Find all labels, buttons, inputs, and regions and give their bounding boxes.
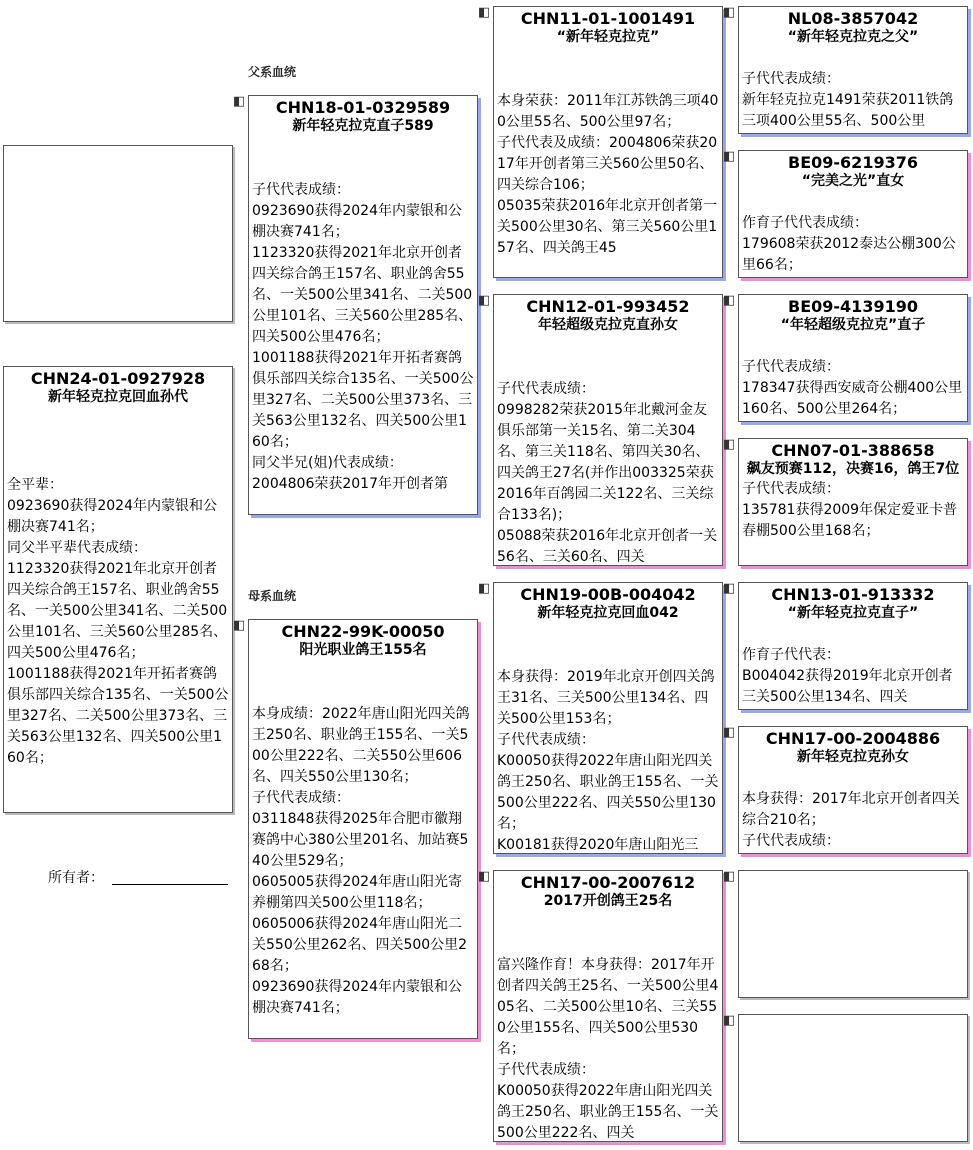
ring-number: BE09-6219376 [788,153,918,172]
pigeon-name: “新年轻克拉克之父” [787,29,919,45]
ring-icon[interactable]: ◧ [723,869,736,884]
pigeon-name: 新年轻克拉克回血042 [537,605,679,621]
pigeon-name: 飙友预赛112，决赛16，鸽王7位 [746,461,960,477]
ring-number: CHN07-01-388658 [771,441,935,460]
pigeon-name: 阳光职业鸽王155名 [299,642,427,658]
ring-icon[interactable]: ◧ [723,725,736,740]
dam-sire-card[interactable] [493,582,723,854]
ring-icon[interactable]: ◧ [478,5,491,20]
mother-line-label: 母系血统 [248,589,297,603]
pigeon-notes: 子代代表成绩： 178347获得西安威奇公棚400公里160名、500公里264名； [742,359,963,417]
ss-dam-card[interactable] [738,150,968,278]
ring-number: CHN11-01-1001491 [520,9,696,28]
pigeon-notes: 全平辈： 0923690获得2024年内蒙银和公棚决赛741名； 同父半平辈代表成绩： 1123320获得2021年北京开创者四关综合鸽王157名、职业鸽舍55名、一关500公里341名、二关500公里101名、三关560公里285名、四关500公里476名； 1001188获得2021年开拓者赛鸽俱乐部四关综合135名、一关500公里327名、二关500公里373名、三关563公里132名、四关500公里160名； [7,477,229,766]
ring-icon[interactable]: ◧ [478,869,491,884]
owner-label: 所有者： [48,870,104,886]
ring-number: BE09-4139190 [788,297,918,316]
pigeon-notes: 子代代表成绩： 0923690获得2024年内蒙银和公棚决赛741名； 1123320获得2021年北京开创者四关综合鸽王157名、职业鸽舍55名、一关500公里341名、二关500公里101名、三关560公里285名、四关500公里476名； 1001188获得2021年开拓者赛鸽俱乐部四关综合135名、一关500公里327名、二关500公里373名、三关563公里132名、四关500公里160名； 同父半兄(姐)代表成绩： 2004806荣获2017年开创者第 [252,182,474,492]
pigeon-name: 新年轻克拉克回血孙代 [48,389,188,405]
dd-dam-card-empty[interactable] [738,1014,968,1142]
photo-placeholder [3,145,233,322]
ring-number: CHN13-01-913332 [771,585,935,604]
pigeon-name: “新年轻克拉克直子” [787,605,919,621]
father-line-label: 父系血统 [248,65,297,79]
ds-sire-card[interactable] [738,582,968,710]
dd-sire-card-empty[interactable] [738,870,968,998]
ds-dam-card[interactable] [738,726,968,854]
pigeon-notes: 本身成绩：2022年唐山阳光四关鸽王250名、职业鸽王155名、一关500公里222名、二关550公里606名、四关550公里130名； 子代代表成绩： 0311848获得2025年合肥市徽翔赛鸽中心380公里201名、加站赛540公里529名； 0605005获得2024年唐山阳光寄养棚第四关500公里118名； 0605006获得2024年唐山阳光二关550公里262名、四关500公里268名； 0923690获得2024年内蒙银和公棚决赛741名； [252,706,470,1016]
ring-icon[interactable]: ◧ [723,1013,736,1028]
subject-card[interactable] [3,366,233,813]
ring-number: NL08-3857042 [787,9,919,28]
pigeon-name: “新年轻克拉克” [556,29,660,45]
pigeon-notes: 作育子代代表： B004042获得2019年北京开创者三关500公里134名、四关 [742,647,953,705]
pigeon-notes: 子代代表成绩： 新年轻克拉克1491荣获2011铁鸽三项400公里55名、500公里 [742,71,954,129]
pigeon-notes: 作育子代代表成绩： 179608荣获2012泰达公棚300公里66名； [742,215,956,273]
ring-number: CHN17-00-2004886 [765,729,941,748]
pigeon-name: 2017开创鸽王25名 [543,893,673,909]
ring-number: CHN24-01-0927928 [30,369,206,388]
ring-icon[interactable]: ◧ [723,5,736,20]
ring-number: CHN18-01-0329589 [275,98,451,117]
pigeon-notes: 本身获得：2017年北京开创者四关综合210名； 子代代表成绩： [742,791,960,849]
ring-number: CHN12-01-993452 [526,297,690,316]
pigeon-notes: 子代代表成绩： 0998282荣获2015年北戴河金友俱乐部第一关15名、第二关304名、第三关118名、第四关30名、四关鸽王27名(并作出003325荣获2016年百鸽园二关122名、三关综合133名)； 05088荣获2016年北京开创者一关56名、三关60名、四关 [497,381,718,565]
sd-dam-card[interactable] [738,438,968,566]
pigeon-notes: 本身获得：2019年北京开创四关鸽王31名、三关500公里134名、四关500公里153名； 子代代表成绩： K00050获得2022年唐山阳光四关鸽王250名、职业鸽王155名、一关500公里222名、四关550公里130名； K00181获得2020年唐山阳光三 [497,669,719,853]
ring-icon[interactable]: ◧ [723,437,736,452]
ring-icon[interactable]: ◧ [233,618,246,633]
pigeon-name: 新年轻克拉克直子589 [292,118,434,134]
ring-number: CHN17-00-2007612 [520,873,696,892]
ring-icon[interactable]: ◧ [723,149,736,164]
ring-number: CHN22-99K-00050 [281,622,445,641]
pigeon-notes: 子代代表成绩： 135781获得2009年保定爱亚卡普春棚500公里168名； [742,481,958,539]
ring-icon[interactable]: ◧ [478,293,491,308]
ring-number: CHN19-00B-004042 [520,585,696,604]
pigeon-name: “完美之光”直女 [801,173,905,189]
sire-card[interactable] [248,95,478,515]
pigeon-name: 年轻超级克拉克直孙女 [538,317,678,333]
ss-sire-card[interactable] [738,6,968,134]
pigeon-notes: 本身荣获：2011年江苏铁鸽三项400公里55名、500公里97名； 子代代表及成绩：2004806荣获2017年开创者第三关560公里50名、四关综合106； 05035荣获2016年北京开创者第一关500公里30名、第三关560公里157名、四关鸽王45 [497,93,719,256]
ring-icon[interactable]: ◧ [478,581,491,596]
pigeon-name: “年轻超级克拉克”直子 [780,317,926,333]
sire-dam-card[interactable] [493,294,723,566]
dam-dam-card[interactable] [493,870,723,1142]
ring-icon[interactable]: ◧ [233,94,246,109]
pigeon-name: 新年轻克拉克孙女 [797,749,909,765]
ring-icon[interactable]: ◧ [723,581,736,596]
ring-icon[interactable]: ◧ [723,293,736,308]
sd-sire-card[interactable] [738,294,968,422]
dam-card[interactable] [248,619,478,1039]
owner-signature-line[interactable] [112,884,228,885]
sire-sire-card[interactable] [493,6,723,278]
pigeon-notes: 富兴隆作育！本身获得：2017年开创者四关鸽王25名、一关500公里405名、二关500公里10名、三关550公里155名、四关500公里530名； 子代代表成绩： K00050获得2022年唐山阳光四关鸽王250名、职业鸽王155名、一关500公里222名、四关 [497,957,719,1141]
